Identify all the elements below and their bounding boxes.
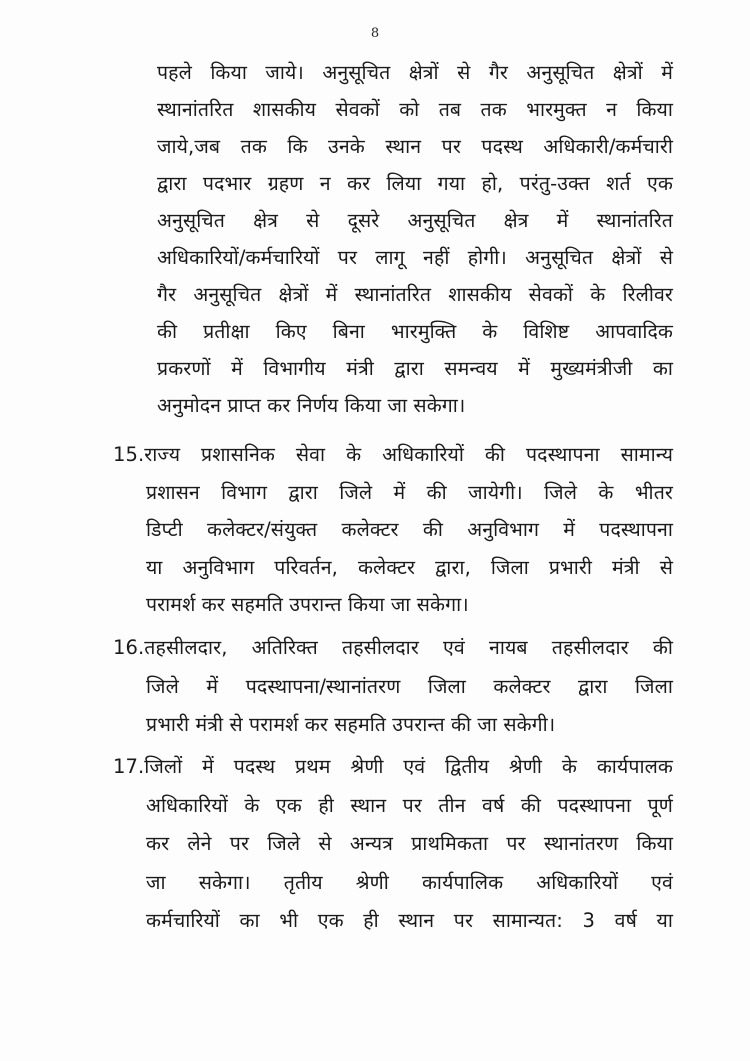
paragraph-line: प्रकरणों में विभागीय मंत्री द्वारा समन्वय में मुख्यमंत्रीजी का xyxy=(157,357,673,380)
item-16-line: 16.तहसीलदार, अतिरिक्त तहसीलदार एवं नायब तहसीलदार की xyxy=(113,636,673,659)
item-15-line: प्रशासन विभाग द्वारा जिले में की जायेगी। जिले के भीतर xyxy=(146,481,673,504)
paragraph-line: अधिकारियों/कर्मचारियों पर लागू नहीं होगी। अनुसूचित क्षेत्रों से xyxy=(157,246,673,269)
page-number: 8 xyxy=(370,26,380,41)
paragraph-line: की प्रतीक्षा किए बिना भारमुक्ति के विशिष्ट आपवादिक xyxy=(157,320,673,343)
item-16-line: जिले में पदस्थापना/स्थानांतरण जिला कलेक्टर द्वारा जिला xyxy=(146,675,673,698)
paragraph-line: जाये,जब तक कि उनके स्थान पर पदस्थ अधिकारी/कर्मचारी xyxy=(157,135,673,158)
item-17-line: जा सकेगा। तृतीय श्रेणी कार्यपालिक अधिकारियों एवं xyxy=(146,871,673,894)
item-17-line: अधिकारियों के एक ही स्थान पर तीन वर्ष की पदस्थापना पूर्ण xyxy=(146,794,673,817)
paragraph-line: पहले किया जाये। अनुसूचित क्षेत्रों से गैर अनुसूचित क्षेत्रों में xyxy=(157,61,673,84)
item-16-line: प्रभारी मंत्री से परामर्श कर सहमति उपरान्त की जा सकेगी। xyxy=(146,713,556,736)
item-17-line: 17.जिलों में पदस्थ प्रथम श्रेणी एवं द्वितीय श्रेणी के कार्यपालक xyxy=(113,755,673,778)
paragraph-line: गैर अनुसूचित क्षेत्रों में स्थानांतरित शासकीय सेवकों के रिलीवर xyxy=(157,283,673,306)
item-15-line: 15.राज्य प्रशासनिक सेवा के अधिकारियों की पदस्थापना सामान्य xyxy=(113,443,673,466)
item-15-line: या अनुविभाग परिवर्तन, कलेक्टर द्वारा, जिला प्रभारी मंत्री से xyxy=(146,556,673,579)
item-17-line: कर्मचारियों का भी एक ही स्थान पर सामान्यत: 3 वर्ष या xyxy=(146,909,673,932)
item-15-line: डिप्टी कलेक्टर/संयुक्त कलेक्टर की अनुविभाग में पदस्थापना xyxy=(146,518,673,541)
paragraph-line: द्वारा पदभार ग्रहण न कर लिया गया हो, परंतु-उक्त शर्त एक xyxy=(157,172,673,195)
item-17-line: कर लेने पर जिले से अन्यत्र प्राथमिकता पर स्थानांतरण किया xyxy=(146,832,673,855)
paragraph-line: अनुसूचित क्षेत्र से दूसरे अनुसूचित क्षेत्र में स्थानांतरित xyxy=(157,209,673,232)
paragraph-line: अनुमोदन प्राप्त कर निर्णय किया जा सकेगा। xyxy=(157,394,466,417)
item-15-line: परामर्श कर सहमति उपरान्त किया जा सकेगा। xyxy=(146,593,469,616)
paragraph-line: स्थानांतरित शासकीय सेवकों को तब तक भारमुक्त न किया xyxy=(157,98,673,121)
